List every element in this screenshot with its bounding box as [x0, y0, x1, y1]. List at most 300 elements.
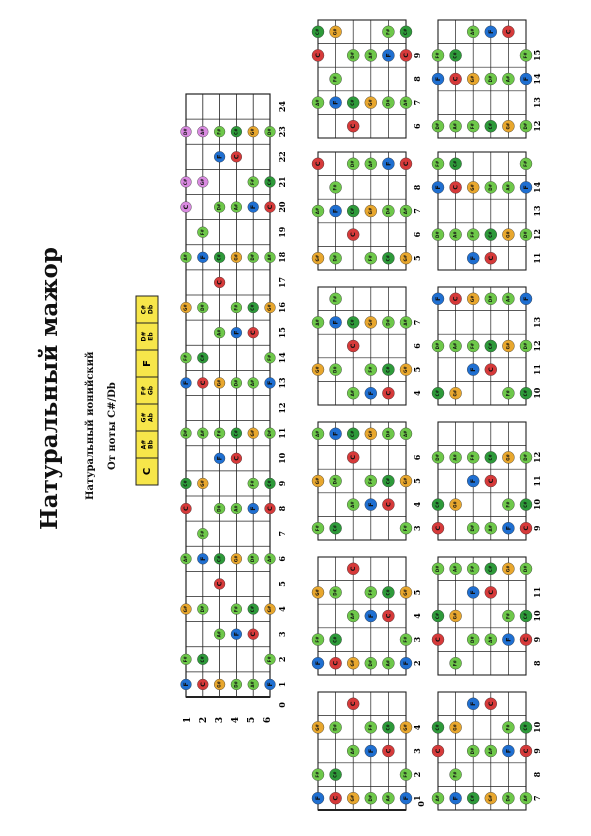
box-fret-number: 3: [412, 525, 422, 531]
note-dot-label: F#: [523, 160, 528, 167]
position-box: [312, 557, 422, 675]
note-dot: [248, 126, 259, 137]
note-dot-label: F: [366, 502, 375, 507]
note-dot: [365, 97, 377, 109]
note-dot: [450, 499, 462, 511]
note-dot-label: F: [198, 556, 207, 562]
note-dot-label: A#: [523, 794, 528, 802]
note-dot: [197, 126, 208, 137]
note-dot-label: C: [434, 748, 442, 754]
note-dot: [382, 26, 394, 38]
note-dot-label: F: [451, 795, 460, 801]
box-fret-number: 12: [532, 451, 542, 463]
note-dot: [450, 49, 462, 61]
note-dot-label: F: [384, 161, 393, 167]
note-dot: [382, 97, 394, 109]
note-dot: [450, 721, 462, 733]
note-dot-label: D#: [216, 203, 222, 211]
note-dot: [365, 387, 377, 399]
box-fret-number: 12: [532, 229, 542, 241]
note-dot-label: A#: [199, 429, 205, 437]
note-dot: [365, 475, 377, 487]
note-dot-label: C#: [183, 480, 188, 487]
note-dot-label: C#: [452, 52, 458, 59]
note-dot: [400, 26, 412, 38]
fret-number: 14: [277, 352, 287, 364]
fret-number: 15: [277, 327, 287, 339]
note-dot-label: D#: [487, 295, 493, 303]
note-dot: [485, 698, 497, 710]
note-dot-label: C: [182, 506, 190, 511]
box-fret-number: 1: [412, 795, 422, 801]
scale-note-cell: [136, 350, 158, 377]
note-dot: [467, 26, 479, 38]
note-dot: [467, 586, 479, 598]
scale-note-name: F#: [140, 385, 148, 396]
note-dot-label: A#: [385, 659, 391, 667]
note-dot: [330, 792, 342, 804]
fret-number: 22: [277, 151, 287, 163]
note-dot-label: F#: [367, 724, 373, 731]
fret-number: 0: [277, 702, 287, 708]
note-dot: [197, 352, 208, 363]
box-fret-number: 9: [412, 52, 422, 59]
note-dot: [181, 177, 192, 188]
note-dot: [450, 387, 462, 399]
note-dot: [432, 451, 444, 463]
note-dot-label: D#: [523, 454, 528, 461]
note-dot: [265, 604, 276, 615]
note-dot-label: A#: [350, 389, 356, 397]
note-dot: [312, 252, 324, 264]
note-dot: [485, 451, 497, 463]
note-dot-label: C#: [199, 354, 205, 361]
note-dot: [330, 428, 342, 440]
note-dot: [365, 364, 377, 376]
string-number: 1: [183, 716, 193, 724]
note-dot: [502, 340, 514, 352]
note-dot: [467, 634, 479, 646]
note-dot-label: C: [349, 343, 358, 349]
note-dot-label: A#: [452, 122, 458, 130]
note-dot-label: F: [504, 525, 513, 531]
note-dot: [214, 503, 225, 514]
note-dot: [347, 120, 359, 132]
note-dot-label: D#: [183, 429, 188, 437]
note-dot: [248, 177, 259, 188]
note-dot: [485, 120, 497, 132]
scale-note-name: F: [142, 360, 153, 367]
note-dot-label: G#: [250, 429, 256, 437]
note-dot: [265, 126, 276, 137]
note-dot-label: F: [469, 255, 478, 261]
note-dot: [197, 604, 208, 615]
note-dot: [502, 563, 514, 575]
note-dot: [214, 202, 225, 213]
note-dot-label: G#: [315, 477, 320, 485]
note-dot-label: G#: [505, 342, 511, 350]
note-dot: [432, 340, 444, 352]
note-dot: [197, 177, 208, 188]
note-dot-label: F#: [385, 28, 391, 35]
note-dot: [520, 499, 532, 511]
fret-number: 17: [277, 276, 287, 289]
note-dot: [432, 293, 444, 305]
note-dot: [197, 428, 208, 439]
box-fret-number: 6: [412, 231, 422, 238]
note-dot-label: A#: [452, 565, 458, 573]
note-dot-label: C: [198, 380, 207, 386]
note-dot: [248, 503, 259, 514]
note-dot: [347, 499, 359, 511]
note-dot-label: C: [522, 525, 530, 531]
note-dot: [231, 378, 242, 389]
note-dot-label: A#: [470, 28, 476, 36]
note-dot: [365, 610, 377, 622]
note-dot-label: F: [434, 185, 442, 190]
note-dot: [330, 721, 342, 733]
note-dot: [520, 158, 532, 170]
note-dot: [432, 120, 444, 132]
note-dot: [181, 553, 192, 564]
scale-note-name: A#: [140, 439, 148, 450]
note-dot-label: C: [434, 525, 442, 531]
box-fret-number: 13: [532, 205, 542, 217]
fret-number: 7: [277, 530, 287, 537]
note-dot: [231, 604, 242, 615]
string-number: 3: [215, 716, 225, 724]
note-dot-label: F#: [233, 304, 239, 311]
note-dot-label: A#: [435, 794, 440, 802]
fret-number: 20: [277, 201, 287, 213]
note-dot-label: A#: [367, 160, 373, 168]
note-dot: [400, 158, 412, 170]
note-dot: [214, 453, 225, 464]
note-dot: [231, 327, 242, 338]
note-dot-label: C#: [199, 656, 205, 663]
note-dot-label: G#: [199, 480, 205, 487]
note-dot: [502, 73, 514, 85]
note-dot-label: C#: [385, 366, 391, 373]
note-dot-label: A#: [267, 555, 272, 563]
note-dot-label: C#: [350, 319, 356, 326]
note-dot-label: C: [331, 795, 340, 801]
note-dot-label: C#: [452, 160, 458, 167]
box-fret-number: 9: [532, 525, 542, 531]
note-dot-label: G#: [470, 75, 476, 83]
note-dot: [365, 158, 377, 170]
note-dot: [485, 792, 497, 804]
note-dot-label: F#: [315, 525, 320, 532]
note-dot-label: A#: [350, 612, 356, 620]
note-dot: [432, 745, 444, 757]
note-dot-label: A#: [403, 430, 408, 438]
note-dot-label: D#: [332, 724, 338, 731]
box-fret-number: 3: [412, 748, 422, 754]
string-number: 5: [247, 716, 257, 724]
note-dot-label: F#: [523, 52, 528, 59]
note-dot: [312, 26, 324, 38]
note-dot: [265, 553, 276, 564]
note-dot-label: A#: [350, 747, 356, 755]
note-dot-label: F: [366, 748, 375, 754]
note-dot-label: D#: [435, 454, 440, 461]
note-dot: [248, 327, 259, 338]
note-dot: [265, 654, 276, 665]
note-dot: [197, 679, 208, 690]
note-dot: [265, 177, 276, 188]
note-dot: [400, 522, 412, 534]
note-dot-label: A#: [183, 254, 188, 261]
note-dot: [502, 26, 514, 38]
note-dot: [214, 151, 225, 162]
note-dot-label: C#: [487, 454, 493, 461]
box-fret-number: 12: [532, 340, 542, 352]
note-dot-label: C#: [470, 795, 476, 802]
position-box: [432, 20, 542, 138]
note-dot: [400, 316, 412, 328]
note-dot-label: A#: [487, 636, 493, 643]
note-dot-label: F: [232, 330, 241, 335]
note-dot: [365, 657, 377, 669]
note-dot: [432, 499, 444, 511]
note-dot-label: D#: [332, 366, 338, 373]
note-dot-label: A#: [403, 99, 408, 106]
box-fret-number: 5: [412, 478, 422, 484]
note-dot: [485, 475, 497, 487]
note-dot: [347, 563, 359, 575]
note-dot-label: D#: [350, 160, 356, 168]
note-dot: [248, 428, 259, 439]
note-dot-label: C#: [267, 480, 272, 487]
fret-number: 24: [277, 100, 287, 113]
note-dot-label: A#: [452, 342, 458, 350]
note-dot: [312, 158, 324, 170]
note-dot: [365, 499, 377, 511]
note-dot-label: G#: [367, 207, 373, 215]
note-dot-label: D#: [435, 342, 440, 350]
note-dot-label: C: [314, 53, 322, 58]
note-dot-label: C#: [385, 589, 391, 596]
note-dot: [181, 604, 192, 615]
fret-number: 11: [277, 427, 287, 439]
box-fret-number: 11: [532, 364, 542, 376]
note-dot-label: F#: [452, 771, 458, 778]
note-dot: [502, 721, 514, 733]
note-dot: [231, 151, 242, 162]
note-dot-label: A#: [233, 203, 239, 211]
note-dot-label: C#: [487, 342, 493, 350]
note-dot-label: C: [349, 123, 358, 129]
note-dot: [181, 503, 192, 514]
note-dot-label: G#: [452, 724, 458, 731]
note-dot-label: C#: [435, 501, 440, 508]
position-boxes: [312, 20, 542, 810]
note-dot: [347, 428, 359, 440]
note-dot-label: F: [434, 76, 442, 82]
position-box: [432, 557, 542, 675]
note-dot: [450, 293, 462, 305]
note-dot: [330, 181, 342, 193]
note-dot: [467, 745, 479, 757]
box-fret-number: 9: [532, 748, 542, 754]
box-fret-number: 8: [532, 660, 542, 666]
note-dot: [467, 698, 479, 710]
note-dot: [214, 629, 225, 640]
note-dot: [231, 553, 242, 564]
note-dot: [520, 563, 532, 575]
note-dot-label: D#: [250, 555, 256, 563]
note-dot-label: G#: [233, 253, 239, 261]
fret-number: 19: [277, 226, 287, 238]
note-dot: [520, 634, 532, 646]
fret-number: 5: [277, 581, 287, 587]
note-dot: [312, 522, 324, 534]
note-dot-label: C: [486, 478, 495, 484]
note-dot: [181, 478, 192, 489]
note-dot: [382, 158, 394, 170]
note-dot: [330, 657, 342, 669]
note-dot-label: D#: [385, 430, 391, 438]
scale-note-cell: [136, 377, 158, 404]
note-dot: [330, 769, 342, 781]
scale-note-alt-name: Eb: [147, 332, 155, 341]
note-dot-label: D#: [367, 794, 373, 802]
note-dot: [485, 293, 497, 305]
note-dot-label: F: [522, 76, 530, 82]
note-dot-label: F: [366, 390, 375, 396]
note-dot: [520, 792, 532, 804]
note-dot: [330, 252, 342, 264]
note-dot-label: F: [331, 431, 340, 437]
note-dot: [214, 553, 225, 564]
note-dot-label: A#: [367, 52, 373, 59]
box-fret-number: 14: [532, 181, 542, 193]
note-dot-label: F#: [183, 354, 188, 361]
note-dot-label: C: [182, 204, 190, 210]
note-dot-label: F: [469, 701, 478, 707]
note-dot-label: A#: [233, 505, 239, 512]
note-dot-label: C: [198, 682, 207, 687]
note-dot: [312, 49, 324, 61]
note-dot-label: F: [522, 185, 530, 190]
note-dot-label: C: [384, 502, 393, 507]
note-dot: [467, 293, 479, 305]
box-fret-number: 6: [412, 123, 422, 129]
note-dot: [265, 428, 276, 439]
box-fret-number: 13: [532, 97, 542, 109]
note-dot: [382, 499, 394, 511]
note-dot: [330, 475, 342, 487]
scale-note-name: G#: [140, 412, 148, 423]
note-dot-label: F#: [216, 128, 222, 135]
note-dot: [312, 769, 324, 781]
note-dot-label: F#: [199, 229, 205, 236]
note-dot-label: F#: [267, 656, 272, 663]
note-dot: [485, 26, 497, 38]
note-dot: [520, 49, 532, 61]
note-dot-label: F: [314, 660, 322, 666]
box-fret-number: 4: [412, 390, 422, 396]
note-dot: [347, 49, 359, 61]
note-dot: [520, 229, 532, 241]
note-dot: [365, 205, 377, 217]
note-dot-label: C#: [487, 123, 493, 130]
note-dot-label: A#: [216, 329, 222, 336]
note-dot: [382, 428, 394, 440]
note-dot: [347, 610, 359, 622]
note-dot: [467, 73, 479, 85]
full-fretboard: [181, 94, 287, 723]
note-dot: [450, 451, 462, 463]
note-dot: [248, 553, 259, 564]
note-dot-label: G#: [267, 605, 272, 613]
note-dot: [432, 610, 444, 622]
position-box: [312, 20, 422, 138]
note-dot-label: F#: [505, 390, 511, 397]
note-dot-label: D#: [233, 681, 239, 688]
note-dot: [502, 610, 514, 622]
note-dot-label: D#: [487, 75, 493, 83]
note-dot-label: G#: [505, 565, 511, 573]
note-dot-label: C: [486, 590, 495, 595]
page-subtitle: Натуральный ионийский: [85, 351, 96, 500]
box-fret-number: 5: [412, 366, 422, 373]
note-dot-label: D#: [267, 128, 272, 136]
note-dot-label: F#: [435, 160, 440, 167]
note-dot-label: A#: [505, 75, 511, 83]
note-dot-label: D#: [470, 636, 476, 643]
note-dot-label: A#: [315, 207, 320, 215]
note-dot: [520, 387, 532, 399]
note-dot: [502, 181, 514, 193]
note-dot-label: C#: [523, 612, 528, 620]
note-dot: [248, 252, 259, 263]
note-dot-label: G#: [332, 28, 338, 36]
position-box: [312, 692, 426, 810]
note-dot: [382, 316, 394, 328]
position-box: [432, 692, 542, 810]
note-dot-label: C: [451, 76, 460, 82]
note-dot-label: C: [434, 637, 442, 642]
note-dot-label: C#: [385, 255, 391, 262]
note-dot: [347, 745, 359, 757]
note-dot: [520, 522, 532, 534]
note-dot: [231, 302, 242, 313]
note-dot-label: D#: [470, 524, 476, 532]
note-dot-label: F: [232, 631, 241, 637]
note-dot-label: G#: [250, 128, 256, 136]
note-dot-label: D#: [183, 128, 188, 136]
note-dot-label: G#: [403, 366, 408, 373]
note-dot: [347, 792, 359, 804]
note-dot-label: C: [486, 255, 495, 261]
note-dot: [485, 634, 497, 646]
note-dot: [450, 769, 462, 781]
string-number: 4: [231, 716, 241, 724]
box-fret-number: 5: [412, 255, 422, 261]
note-dot: [231, 679, 242, 690]
fret-number: 13: [277, 377, 287, 389]
note-dot-label: D#: [332, 254, 338, 262]
note-dot: [520, 745, 532, 757]
note-dot: [312, 586, 324, 598]
note-dot-label: A#: [315, 319, 320, 326]
box-fret-number: 11: [532, 475, 542, 487]
note-dot-label: C#: [250, 605, 256, 613]
note-dot: [312, 657, 324, 669]
note-dot-label: G#: [315, 366, 320, 373]
